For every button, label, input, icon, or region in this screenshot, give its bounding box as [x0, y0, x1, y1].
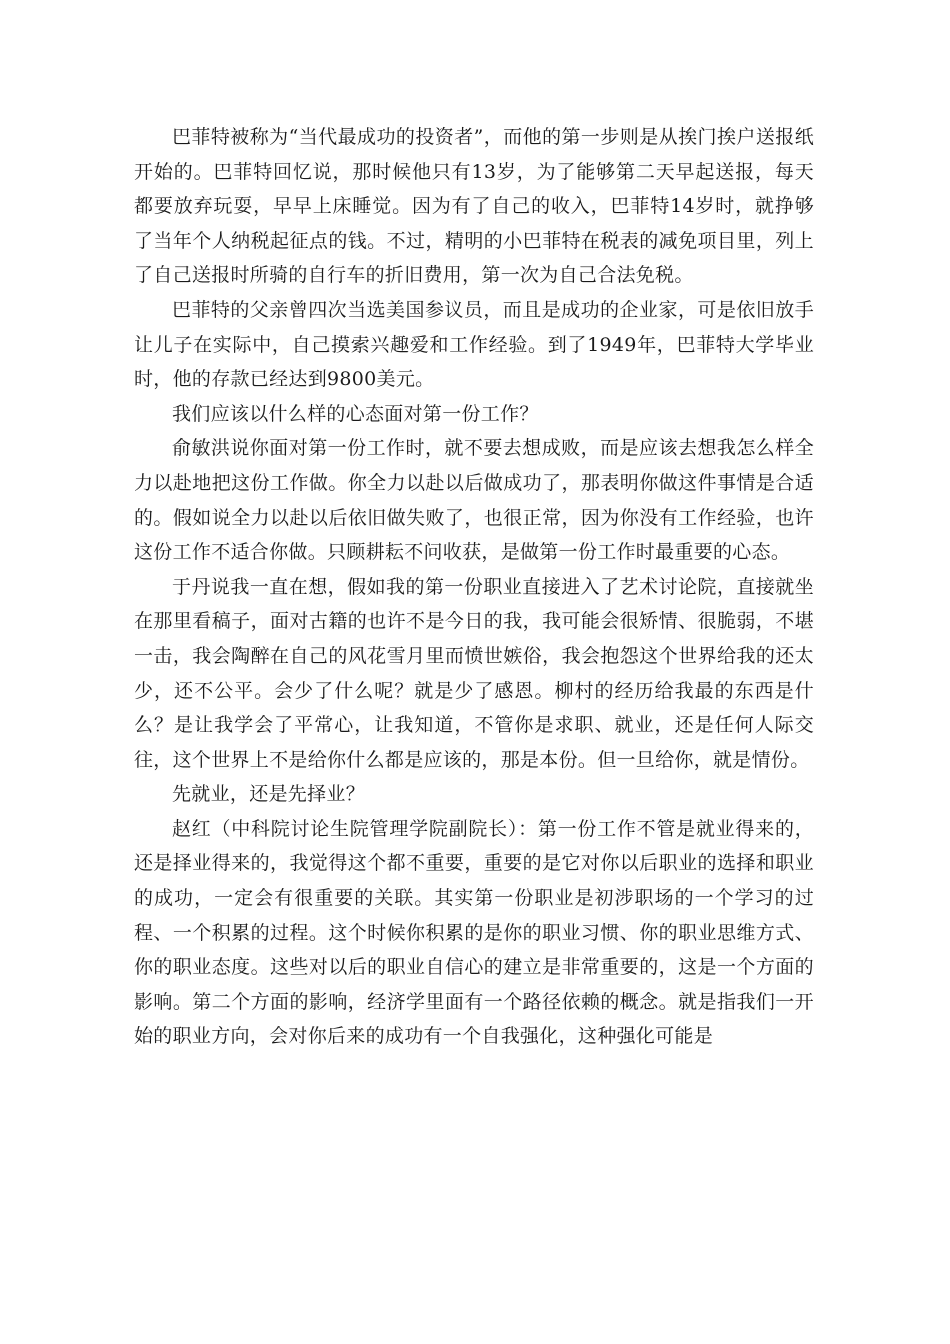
paragraph-yu-dan: 于丹说我一直在想，假如我的第一份职业直接进入了艺术讨论院，直接就坐在那里看稿子，面对古籍的也许不是今日的我，我可能会很矫情、很脆弱，不堪一击，我会陶醉在自己的风花雪月里而愤世嫉俗，我会抱怨这个世界给我的还太少，还不公平。会少了什么呢？就是少了感恩。柳村的经历给我最的东西是什么？是让我学会了平常心，让我知道，不管你是求职、就业，还是任何人际交往，这个世界上不是给你什么都是应该的，那是本份。但一旦给你，就是情份。: [134, 575, 814, 771]
paragraph-buffett-father: 巴菲特的父亲曾四次当选美国参议员，而且是成功的企业家，可是依旧放手让儿子在实际中，自己摸索兴趣爱和工作经验。到了1949年，巴菲特大学毕业时，他的存款已经达到9800美元。: [134, 298, 814, 391]
document-body: [134, 120, 814, 1054]
paragraph-buffett-newspaper: 巴菲特被称为“当代最成功的投资者”，而他的第一步则是从挨门挨户送报纸开始的。巴菲特回忆说，那时候他只有13岁，为了能够第二天早起送报，每天都要放弃玩耍，早早上床睡觉。因为有了自己的收入，巴菲特14岁时，就挣够了当年个人纳税起征点的钱。不过，精明的小巴菲特在税表的减免项目里，列上了自己送报时所骑的自行车的折旧费用，第一次为自己合法免税。: [134, 126, 814, 287]
paragraph-yu-minhong: 俞敏洪说你面对第一份工作时，就不要去想成败，而是应该去想我怎么样全力以赴地把这份工作做。你全力以赴以后做成功了，那表明你做这件事情是合适的。假如说全力以赴以后依旧做失败了，也很正常，因为你没有工作经验，也许这份工作不适合你做。只顾耕耘不问收获，是做第一份工作时最重要的心态。: [134, 437, 814, 564]
question-first-job-mindset: 我们应该以什么样的心态面对第一份工作？: [172, 402, 539, 425]
question-employment-or-choice: 先就业，还是先择业？: [172, 783, 366, 806]
paragraph-zhao-hong: 赵红（中科院讨论生院管理学院副院长）：第一份工作不管是就业得来的，还是择业得来的，我觉得这个都不重要，重要的是它对你以后职业的选择和职业的成功，一定会有很重要的关联。其实第一份职业是初涉职场的一个学习的过程、一个积累的过程。这个时候你积累的是你的职业习惯、你的职业思维方式、你的职业态度。这些对以后的职业自信心的建立是非常重要的，这是一个方面的影响。第二个方面的影响，经济学里面有一个路径依赖的概念。就是指我们一开始的职业方向，会对你后来的成功有一个自我强化，这种强化可能是: [134, 817, 814, 1048]
